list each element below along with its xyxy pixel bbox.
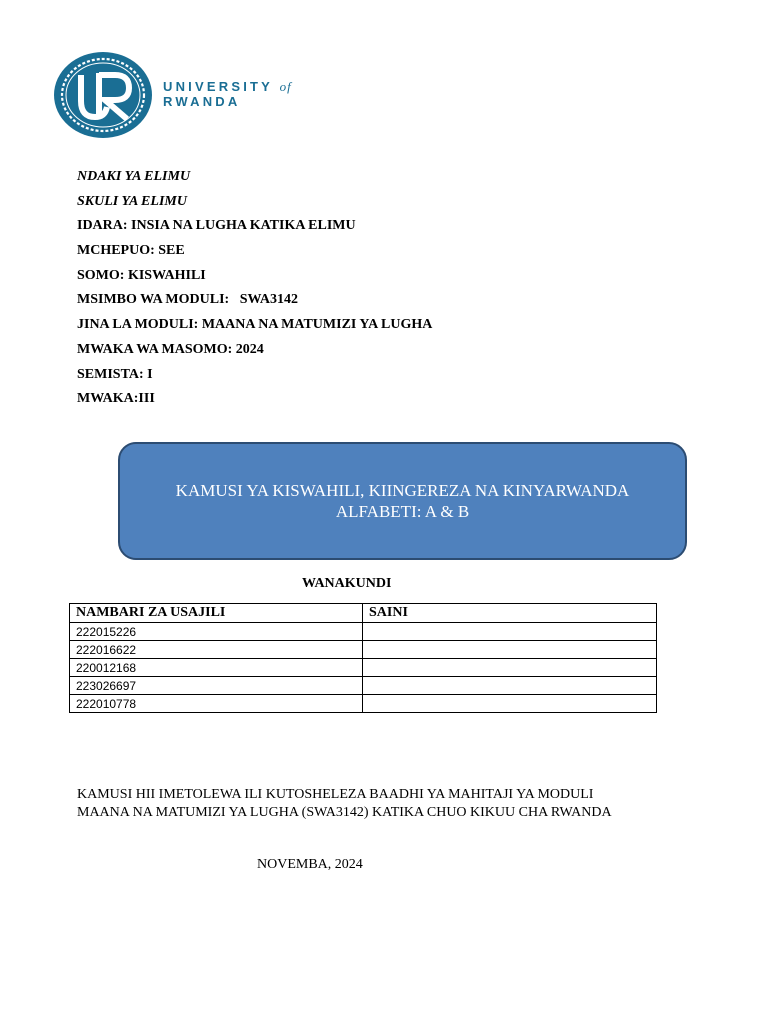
year-line: MWAKA:III bbox=[77, 391, 155, 407]
group-title: WANAKUNDI bbox=[302, 576, 392, 591]
members-table bbox=[69, 603, 657, 713]
semester-line: SEMISTA: I bbox=[77, 366, 153, 382]
signature-cell bbox=[363, 659, 657, 677]
registration-number: 222015226 bbox=[70, 623, 363, 641]
logo-of: of bbox=[279, 79, 292, 94]
table-row bbox=[70, 641, 657, 659]
title-banner bbox=[118, 442, 687, 560]
table-row bbox=[70, 659, 657, 677]
school-line: SKULI YA ELIMU bbox=[77, 193, 187, 209]
signature-cell bbox=[363, 677, 657, 695]
banner-title: KAMUSI YA KISWAHILI, KIINGEREZA NA KINYARWANDA bbox=[175, 481, 630, 500]
header-signature: SAINI bbox=[363, 604, 657, 623]
combination-line: MCHEPUO: SEE bbox=[77, 243, 185, 259]
logo-wordmark bbox=[163, 79, 292, 109]
department-line: IDARA: INSIA NA LUGHA KATIKA ELIMU bbox=[77, 218, 356, 234]
signature-cell bbox=[363, 623, 657, 641]
signature-cell bbox=[363, 641, 657, 659]
ur-seal-icon bbox=[53, 51, 154, 139]
module-name-line: JINA LA MODULI: MAANA NA MATUMIZI YA LUGHA bbox=[77, 317, 433, 333]
purpose-line1: KAMUSI HII IMETOLEWA ILI KUTOSHELEZA BAADHI YA MAHITAJI YA MODULI bbox=[77, 787, 594, 802]
logo-line1: UNIVERSITY bbox=[163, 79, 273, 94]
module-code-line: MSIMBO WA MODULI: SWA3142 bbox=[77, 292, 299, 308]
logo-line2: RWANDA bbox=[163, 94, 241, 109]
academic-year-line: MWAKA WA MASOMO: 2024 bbox=[77, 341, 264, 357]
banner-subtitle: ALFABETI: A & B bbox=[335, 502, 470, 521]
registration-number: 222010778 bbox=[70, 695, 363, 713]
registration-number: 223026697 bbox=[70, 677, 363, 695]
table-row bbox=[70, 695, 657, 713]
header-info bbox=[77, 167, 432, 414]
purpose-statement bbox=[77, 786, 612, 822]
document-date: NOVEMBA, 2024 bbox=[257, 857, 363, 872]
registration-number: 220012168 bbox=[70, 659, 363, 677]
university-logo bbox=[53, 51, 313, 141]
purpose-line2: MAANA NA MATUMIZI YA LUGHA (SWA3142) KATIKA CHUO KIKUU CHA RWANDA bbox=[77, 805, 612, 820]
faculty-line: NDAKI YA ELIMU bbox=[77, 169, 191, 184]
header-registration: NAMBARI ZA USAJILI bbox=[70, 604, 363, 623]
signature-cell bbox=[363, 695, 657, 713]
table-row bbox=[70, 677, 657, 695]
table-row bbox=[70, 623, 657, 641]
subject-line: SOMO: KISWAHILI bbox=[77, 267, 206, 283]
registration-number: 222016622 bbox=[70, 641, 363, 659]
table-header-row bbox=[70, 604, 657, 623]
